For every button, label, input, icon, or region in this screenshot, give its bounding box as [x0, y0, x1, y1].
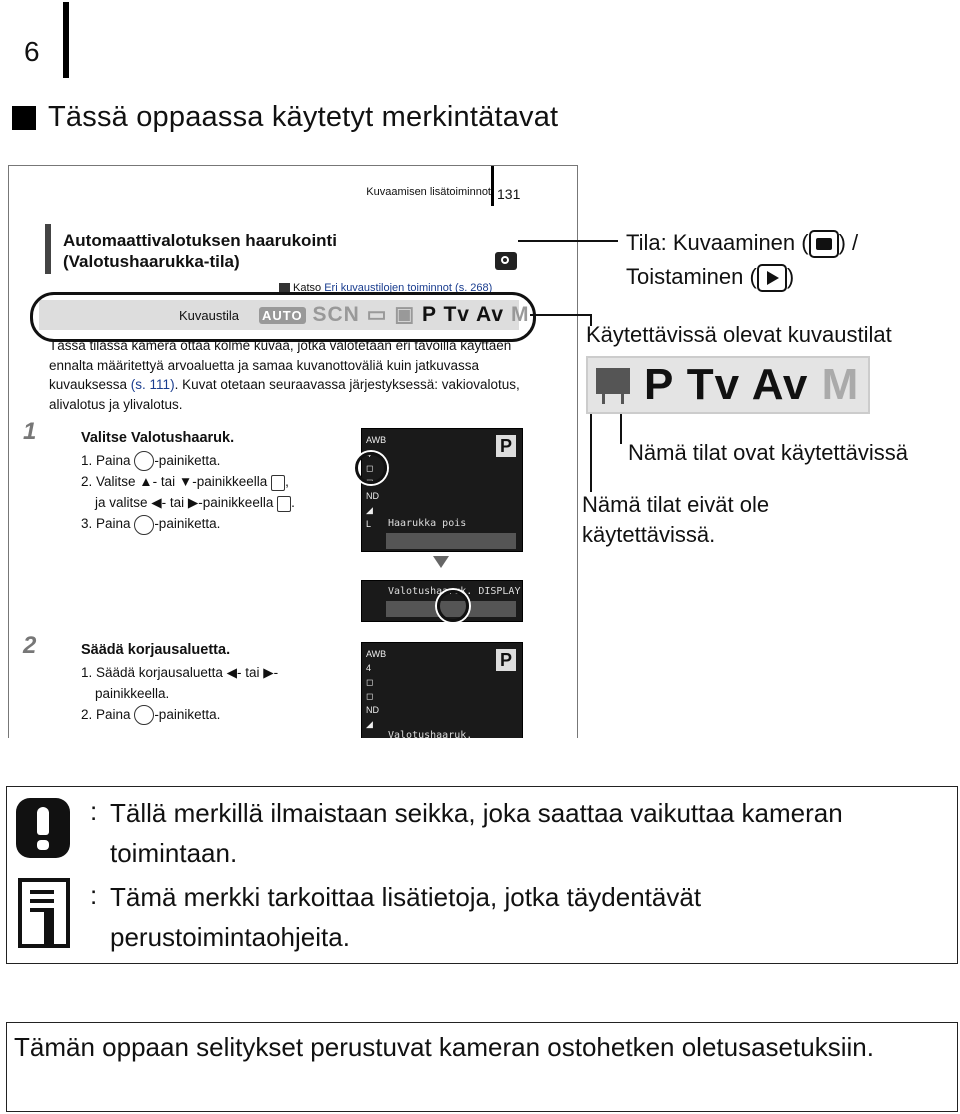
- usable-modes-label: Nämä tilat ovat käytettävissä: [628, 440, 909, 465]
- callout-line-usable: [620, 414, 622, 444]
- excerpt-body: [49, 336, 549, 414]
- see-prefix: Katso: [293, 282, 325, 294]
- highlight-circle-2: [437, 590, 469, 622]
- lcd-side-menu: AWB 4 ◻ ◻ ND ◢ L: [366, 435, 387, 529]
- excerpt-page-number: 131: [497, 186, 521, 202]
- memo-colon: :: [90, 880, 98, 910]
- camera-icon: [809, 230, 839, 258]
- down-arrow: [433, 556, 449, 568]
- mode-logo-text: [644, 360, 859, 410]
- section-title: Tässä oppaassa käytetyt merkintätavat: [48, 101, 559, 133]
- available-modes-label: Käytettävissä olevat kuvaustilat: [586, 322, 892, 347]
- manual-excerpt: [8, 165, 578, 738]
- step1-c: 3. Paina -painiketta.: [81, 513, 295, 534]
- step2-a: 1. Säädä korjausaluetta ◀- tai ▶-: [81, 665, 279, 680]
- play-icon: [757, 264, 787, 292]
- step1-b2: ja valitse ◀- tai ▶-painikkeella .: [95, 495, 295, 511]
- mode-logo: [586, 356, 870, 414]
- movie-icon: ▣: [394, 303, 416, 326]
- auto-mode-icon: AUTO: [259, 307, 306, 324]
- mode-logo-dim: M: [821, 360, 860, 409]
- body-page-ref[interactable]: (s. 111): [130, 377, 175, 392]
- excerpt-page-divider: [491, 166, 494, 206]
- step1-number: 1: [23, 418, 37, 445]
- step1-a: 1. Paina -painiketta.: [81, 450, 295, 471]
- see-link[interactable]: Eri kuvaustilojen toiminnot (s. 268): [324, 282, 493, 294]
- footer-text: Tämän oppaan selitykset perustuvat kameran ostohetken oletusasetuksiin.: [14, 1032, 874, 1062]
- camera-icon: [495, 252, 517, 270]
- mode-logo-active: P Tv Av: [644, 360, 809, 409]
- bracket-off-icon: [271, 475, 285, 491]
- continuous-icon: ▭: [366, 303, 388, 326]
- excerpt-header: Kuvaamisen lisätoiminnot: [366, 186, 491, 198]
- page-number: 6: [24, 36, 40, 67]
- step1-b: 2. Valitse ▲- tai ▼-painikkeella ,: [81, 474, 289, 490]
- step2-a2: painikkeella.: [95, 686, 170, 701]
- m-mode: M: [510, 303, 530, 326]
- func-set-icon: [134, 705, 154, 725]
- highlight-circle-1: [355, 452, 387, 484]
- callout-line-modes: [530, 314, 590, 316]
- mode-bar-highlight-oval: [30, 292, 536, 342]
- caution-icon: [16, 798, 70, 858]
- memo-text: Tämä merkki tarkoittaa lisätietoja, jotka täydentävät perustoimintaohjeita.: [110, 882, 702, 952]
- caution-text: Tällä merkillä ilmaistaan seikka, joka saattaa vaikuttaa kameran toimintaan.: [110, 798, 843, 868]
- lcd2-label: Valotushaaruk. DISPLAY: [388, 586, 521, 597]
- body-text-2: . Kuvat otetaan seuraavassa järjestyksessä: vakiovalotus, alivalotus ja ylivalotus.: [49, 377, 520, 412]
- excerpt-title: [63, 230, 453, 272]
- display-icon: [134, 515, 154, 535]
- lcd-screen-3: [361, 642, 523, 738]
- step1-title: Valitse Valotushaaruk.: [81, 430, 235, 446]
- lcd1-options-strip: [386, 533, 516, 549]
- section-square-bullet: [12, 106, 36, 130]
- page-number-divider: [63, 2, 69, 78]
- tila-callout: Tila: Kuvaaminen ( ) / Toistaminen ( ): [626, 226, 858, 294]
- excerpt-title-line2: (Valotushaarukka-tila): [63, 252, 240, 271]
- caution-colon: :: [90, 796, 98, 826]
- scn-mode-icon: SCN: [312, 303, 360, 326]
- excerpt-title-line1: Automaattivalotuksen haarukointi: [63, 231, 337, 250]
- lcd1-label: Haarukka pois: [388, 518, 467, 529]
- step1-list: [81, 450, 295, 535]
- step2-list: [81, 662, 278, 725]
- step2-b: 2. Paina -painiketta.: [81, 704, 278, 725]
- active-modes: P Tv Av: [422, 303, 505, 326]
- mode-label: Kuvaustila: [179, 308, 239, 323]
- func-set-icon: [134, 451, 154, 471]
- movie-icon: [596, 368, 630, 394]
- p-mode-indicator: P: [496, 435, 516, 457]
- callout-line-not-usable: [590, 414, 592, 492]
- lcd-side-menu: AWB 4 ◻ ◻ ND ◢: [366, 649, 387, 729]
- excerpt-title-bar: [45, 224, 51, 274]
- lcd3-label: Valotushaaruk.: [388, 730, 473, 738]
- callout-line-tila: [518, 240, 618, 242]
- lcd-screen-1: [361, 428, 523, 552]
- memo-icon: [18, 878, 70, 948]
- step2-title: Säädä korjausaluetta.: [81, 642, 231, 658]
- bracket-on-icon: [277, 496, 291, 512]
- p-mode-indicator: P: [496, 649, 516, 671]
- body-text-1: Tässä tilassa kamera ottaa kolme kuvaa, jotka valotetaan eri tavoilla käyttäen ennalta määritettyä arvoaluetta ja samaa kuvanottoväliä kuin jatkuvassa kuvauksessa: [49, 338, 512, 392]
- unusable-modes-label: Nämä tilat eivät ole käytettävissä.: [582, 492, 770, 547]
- step2-number: 2: [23, 632, 37, 659]
